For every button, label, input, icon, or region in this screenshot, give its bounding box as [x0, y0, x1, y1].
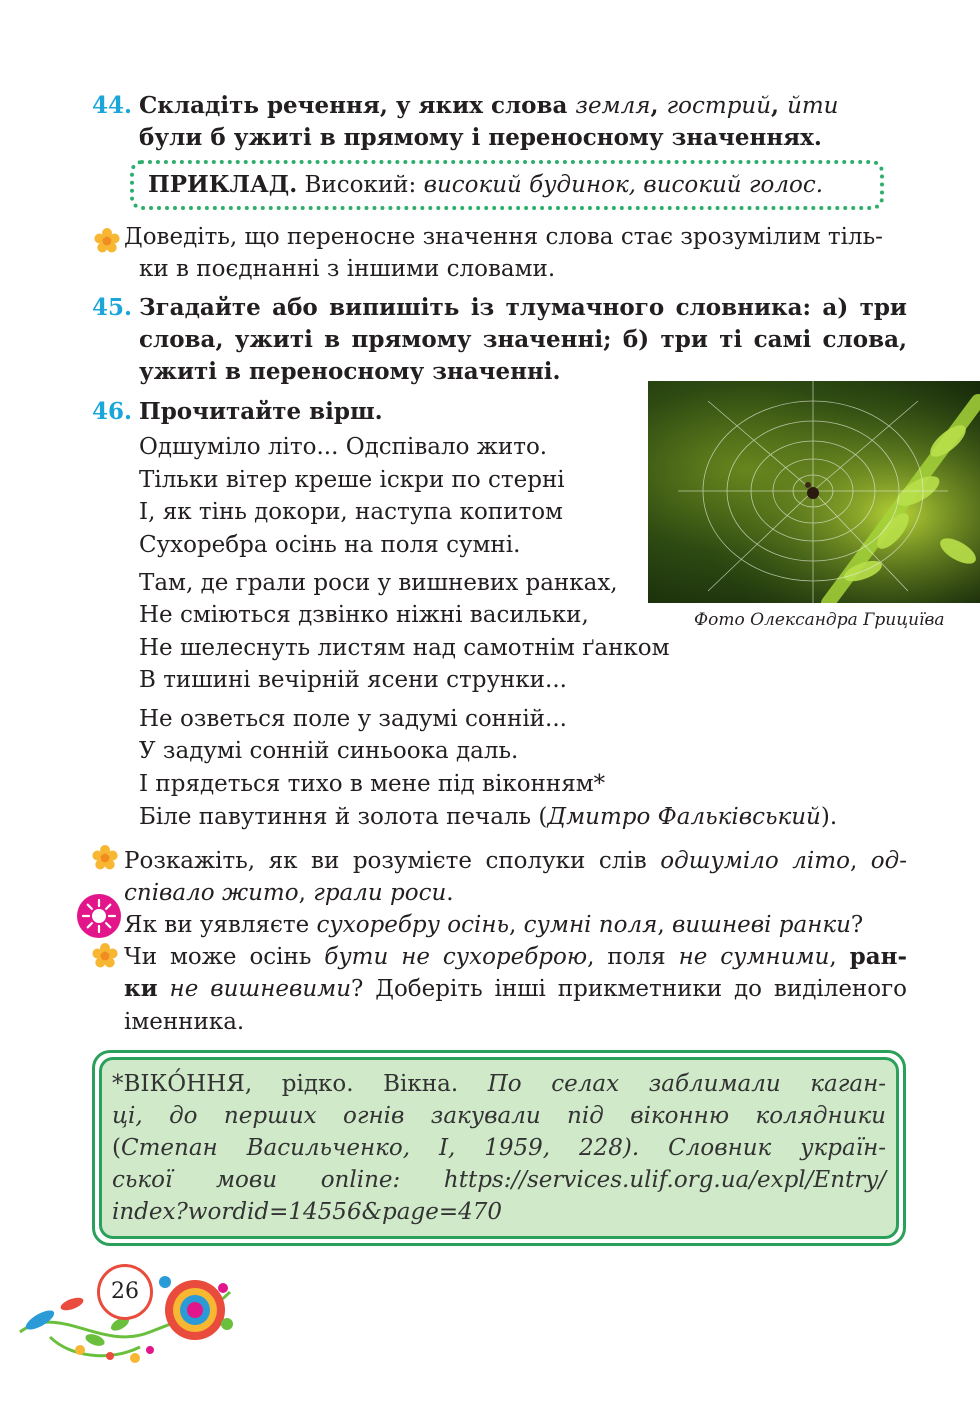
page-number: 26 [111, 1279, 139, 1304]
word-ity: йти [787, 93, 839, 119]
flower-icon [92, 845, 118, 871]
question-46a-line-1 [124, 845, 907, 877]
exercise-45-line-3: ужиті в переносному значенні. [139, 358, 561, 385]
phrase: співало жито [124, 880, 299, 906]
text: , [650, 92, 667, 119]
phrase: вишневі ранки [671, 912, 851, 938]
text: Складіть речення, у яких слова [139, 92, 576, 119]
spider-web-photo [648, 381, 980, 603]
phrase: не сумними [678, 944, 830, 970]
text: ? [850, 912, 864, 938]
poem-line: Сухоребра осінь на поля сумні. [139, 532, 521, 558]
poem-line: Там, де грали роси у вишневих ранках, [139, 570, 618, 596]
highlighted-noun: ран- [849, 943, 908, 970]
poem-line: Тільки вітер креше іскри по стерні [139, 467, 565, 493]
quote: По селах заблимали каган- [487, 1071, 887, 1097]
poem-line: Не озветься поле у задумі сонній... [139, 706, 567, 732]
word-zemlia: земля [575, 93, 651, 119]
poem-line: І прядеться тихо в мене під віконням* [139, 771, 606, 797]
poem-line: Одшуміло літо... Одспівало жито. [139, 434, 548, 460]
note-line-1 [112, 1068, 886, 1100]
example-text [148, 169, 823, 201]
exercise-45-line-1: Згадайте або випишіть із тлумачного словника: а) три [139, 294, 907, 321]
text: , [829, 944, 850, 970]
phrase: сумні поля [523, 912, 658, 938]
text: , поля [587, 944, 679, 970]
text: , [509, 912, 524, 938]
text: ? Доберіть інші прикметники до виділеного [351, 976, 908, 1002]
exercise-46-title: Прочитайте вірш. [139, 398, 383, 425]
question-46b [124, 909, 863, 941]
phrase: не вишневими [157, 976, 352, 1002]
text: Чи може осінь [124, 944, 325, 970]
exercise-44-number: 44. [92, 92, 133, 119]
text: Як ви уявляєте [124, 912, 317, 938]
text: *ВІКО́ННЯ, рідко. Вікна. [112, 1071, 488, 1097]
highlighted-noun: ки [124, 975, 158, 1002]
exercise-46-number: 46. [92, 398, 133, 425]
text: ). [820, 804, 838, 830]
poem-line: Не шелеснуть листям над самотнім ґанком [139, 635, 670, 661]
phrase: грали роси [313, 880, 447, 906]
text: Розкажіть, як ви розумієте сполуки слів [124, 848, 661, 874]
question-44-line-1: Доведіть, що переносне значення слова стає зрозумілим тіль- [124, 224, 883, 250]
phrase: од- [870, 848, 907, 874]
question-46c-line-2 [124, 973, 907, 1005]
text: . [446, 880, 454, 906]
phrase: одшуміло літо [660, 848, 850, 874]
example-label: ПРИКЛАД. [148, 171, 298, 198]
question-44-line-2: ки в поєднанні з іншими словами. [139, 256, 556, 282]
exercise-45-line-2: слова, ужиті в прямому значенні; б) три ті самі слова, [139, 326, 907, 353]
text: , [657, 912, 672, 938]
note-line-4: ської мови online: https://services.ulif.org.ua/expl/Entry/ [112, 1167, 886, 1193]
text: , [849, 848, 871, 874]
exercise-44-line-1 [139, 90, 839, 122]
poem-line: У задумі сонній синьоока даль. [139, 738, 519, 764]
question-46c-line-3: іменника. [124, 1009, 245, 1035]
poem-line: І, як тінь докори, наступа копитом [139, 499, 563, 525]
text: Біле павутиння й золота печаль ( [139, 804, 548, 830]
example-phrases: високий будинок, високий голос. [423, 172, 824, 198]
phrase: сухоребру осінь [316, 912, 510, 938]
flower-icon [94, 228, 120, 254]
text: ( [112, 1135, 121, 1161]
example-word: Високий: [297, 172, 424, 198]
note-line-2: ці, до перших огнів закували під віконню колядники [112, 1103, 886, 1129]
text: , [298, 880, 314, 906]
poem-line-last [139, 801, 837, 833]
poem-author: Дмитро Фальківський [547, 804, 821, 830]
source: Степан Васильченко, І, 1959, 228 [120, 1135, 623, 1161]
exercise-45-number: 45. [92, 294, 133, 321]
flower-icon [92, 943, 118, 969]
note-line-5: index?wordid=14556&page=470 [112, 1199, 502, 1225]
spider-web-image [648, 381, 980, 603]
question-46c-line-1 [124, 941, 907, 973]
photo-caption: Фото Олександра Грициїва [694, 610, 945, 630]
source: ). Словник україн- [622, 1135, 886, 1161]
question-46a-line-2 [124, 877, 454, 909]
phrase: бути не сухореброю [324, 944, 588, 970]
exercise-44-line-2: були б ужиті в прямому і переносному значеннях. [139, 124, 822, 151]
note-line-3 [112, 1132, 886, 1164]
poem-line: В тишині вечірній ясени струнки... [139, 667, 567, 693]
word-hostryi: гострий [666, 93, 772, 119]
text: , [771, 92, 788, 119]
poem-line: Не сміються дзвінко ніжні васильки, [139, 602, 589, 628]
sun-icon [76, 893, 122, 939]
